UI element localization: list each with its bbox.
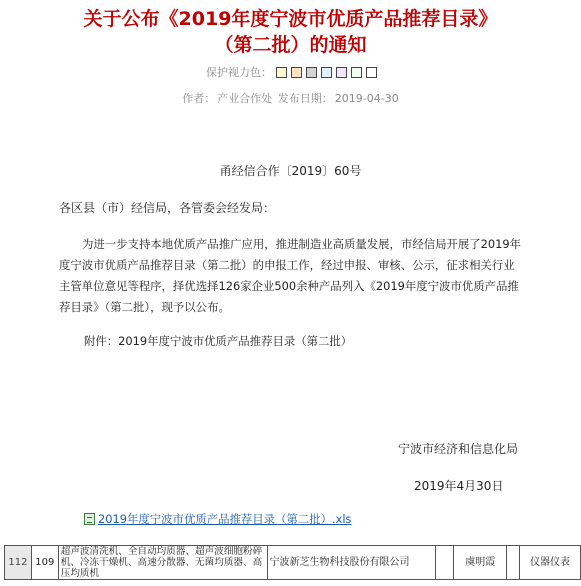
number-cell: 109 (31, 546, 58, 580)
attachment-file (84, 511, 351, 527)
document-number: 甬经信合作〔2019〕60号 (219, 164, 362, 178)
row-index-cell: 112 (5, 546, 32, 580)
color-swatch-1[interactable] (276, 67, 287, 78)
page-title: 关于公布《2019年度宁波市优质产品推荐目录》 (83, 8, 498, 30)
empty-cell (507, 546, 520, 580)
date-label: 发布日期： (277, 92, 333, 105)
company-cell: 宁波新芝生物科技股份有限公司 (267, 546, 435, 580)
addressee: 各区县（市）经信局，各管委会经发局： (59, 201, 276, 215)
page-title-line2: （第二批）的通知 (214, 34, 367, 56)
eye-protection-label: 保护视力色： (206, 66, 272, 79)
color-swatch-6[interactable] (351, 67, 362, 78)
attachment-line: 附件：2019年度宁波市优质产品推荐目录（第二批） (84, 334, 353, 348)
attachment-download-link[interactable]: 2019年度宁波市优质产品推荐目录（第二批）.xls (98, 512, 352, 526)
excel-file-icon (84, 513, 95, 525)
contact-cell: 虞明霞 (454, 546, 507, 580)
body-paragraph: 为进一步支持本地优质产品推广应用，推进制造业高质量发展，市经信局开展了2019年度宁波市优质产品推荐目录（第二批）的申报工作，经过申报、审核、公示，征求相关行业主管单位意见等程序，择优选择126家企业500余种产品列入《2019年度宁波市优质产品推荐目录》（第二批），现予以公布。 (59, 237, 522, 314)
color-swatches (276, 67, 381, 78)
table-row (5, 546, 581, 580)
author-value: 产业合作处 (217, 92, 273, 105)
empty-cell (435, 546, 453, 580)
signature-date: 2019年4月30日 (414, 479, 504, 493)
category-cell: 仪器仪表 (520, 546, 581, 580)
color-swatch-2[interactable] (291, 67, 302, 78)
signature-org: 宁波市经济和信息化局 (398, 442, 519, 456)
eye-protection-bar (206, 64, 381, 80)
color-swatch-3[interactable] (306, 67, 317, 78)
color-swatch-4[interactable] (321, 67, 332, 78)
color-swatch-7[interactable] (366, 67, 377, 78)
color-swatch-5[interactable] (336, 67, 347, 78)
product-table-row (4, 545, 581, 580)
article-meta (0, 90, 581, 106)
products-cell: 超声波清洗机、全自动均质器、超声波细胞粉碎机、冷冻干燥机、高速分散器、无菌均质器、高压均质机 (58, 546, 267, 580)
author-label: 作者： (182, 92, 216, 105)
date-value: 2019-04-30 (334, 92, 399, 105)
